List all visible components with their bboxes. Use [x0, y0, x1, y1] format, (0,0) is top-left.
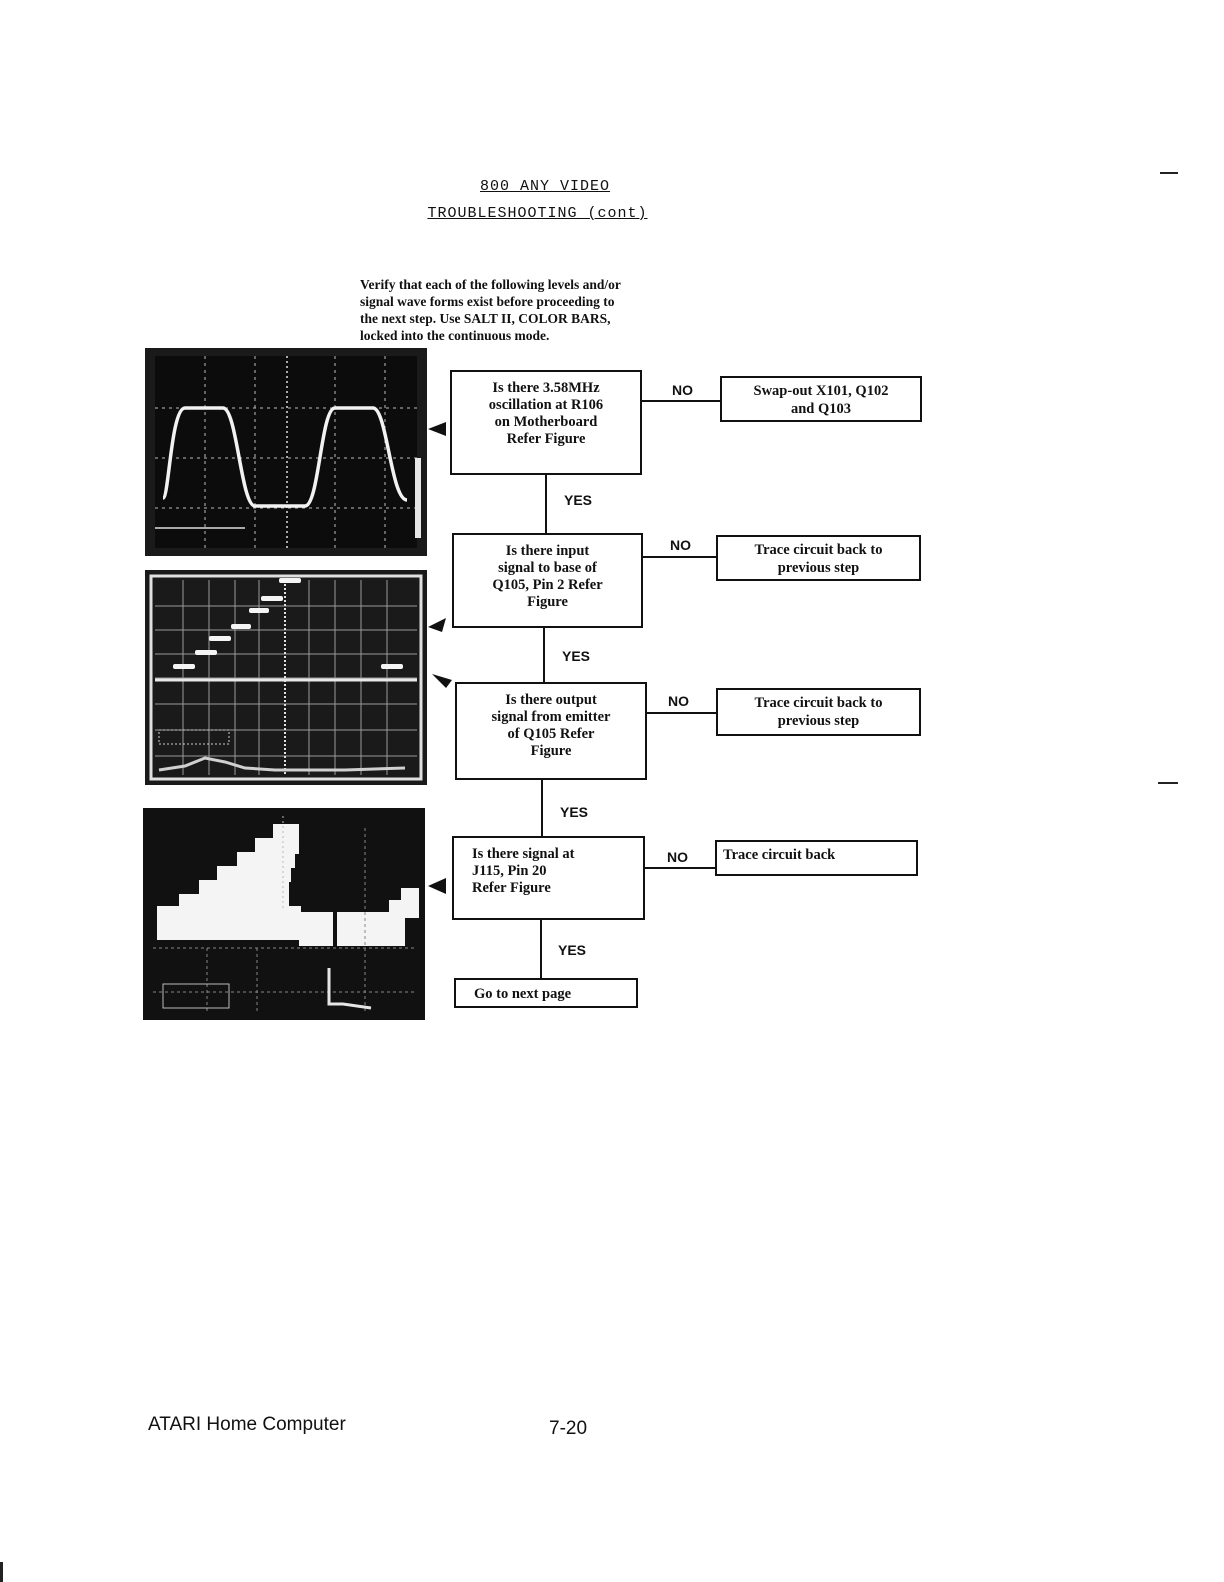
- scope-figure-square-wave: [145, 348, 427, 556]
- scope-figure-staircase: [143, 808, 425, 1020]
- scan-mark: [1160, 172, 1178, 174]
- no-connector-3: [647, 712, 718, 714]
- no-connector-2: [643, 556, 718, 558]
- end-box: Go to next page: [454, 978, 638, 1008]
- yes-label-1: YES: [564, 492, 593, 508]
- no-connector-4: [645, 867, 717, 869]
- yes-connector-2: [543, 628, 545, 684]
- yes-label-3: YES: [560, 804, 589, 820]
- footer-brand: ATARI Home Computer: [148, 1414, 346, 1435]
- intro-line: locked into the continuous mode.: [360, 328, 550, 343]
- intro-line: Verify that each of the following levels and/or: [360, 277, 621, 292]
- action-box-1: Swap-out X101, Q102 and Q103: [720, 376, 922, 422]
- action-box-2: Trace circuit back to previous step: [716, 535, 921, 581]
- arrow-head-icon: [428, 422, 446, 436]
- intro-line: signal wave forms exist before proceeding to: [360, 294, 615, 309]
- yes-label-2: YES: [562, 648, 591, 664]
- yes-connector-3: [541, 780, 543, 838]
- oscilloscope-color-bar-steps-icon: [145, 570, 427, 785]
- action-box-3: Trace circuit back to previous step: [716, 688, 921, 736]
- yes-label-4: YES: [558, 942, 587, 958]
- arrow-head-icon: [428, 618, 446, 632]
- yes-connector-4: [540, 920, 542, 980]
- scope-figure-color-bars: [145, 570, 427, 785]
- no-connector-1: [642, 400, 722, 402]
- oscilloscope-staircase-icon: [143, 808, 425, 1020]
- arrow-head-icon: [432, 674, 452, 688]
- page-title: 800 ANY VIDEO: [479, 178, 611, 195]
- arrow-head-icon: [428, 878, 446, 894]
- no-label-3: NO: [668, 693, 689, 709]
- scan-mark: [1158, 782, 1178, 784]
- page-subtitle: TROUBLESHOOTING (cont): [427, 205, 648, 222]
- question-box-1: Is there 3.58MHz oscillation at R106 on Motherboard Refer Figure: [450, 370, 642, 475]
- intro-paragraph: [360, 276, 790, 344]
- action-box-4: Trace circuit back: [715, 840, 918, 876]
- intro-line: the next step. Use SALT II, COLOR BARS,: [360, 311, 611, 326]
- question-box-3: Is there output signal from emitter of Q105 Refer Figure: [455, 682, 647, 780]
- no-label-1: NO: [672, 382, 693, 398]
- oscilloscope-square-wave-icon: [145, 348, 427, 556]
- figure-arrows: [420, 400, 460, 900]
- yes-connector-1: [545, 475, 547, 535]
- scan-mark: [0, 1562, 3, 1582]
- question-box-4: Is there signal at J115, Pin 20 Refer Figure: [452, 836, 645, 920]
- page-number: 7-20: [549, 1418, 588, 1439]
- no-label-4: NO: [667, 849, 688, 865]
- question-box-2: Is there input signal to base of Q105, Pin 2 Refer Figure: [452, 533, 643, 628]
- no-label-2: NO: [670, 537, 691, 553]
